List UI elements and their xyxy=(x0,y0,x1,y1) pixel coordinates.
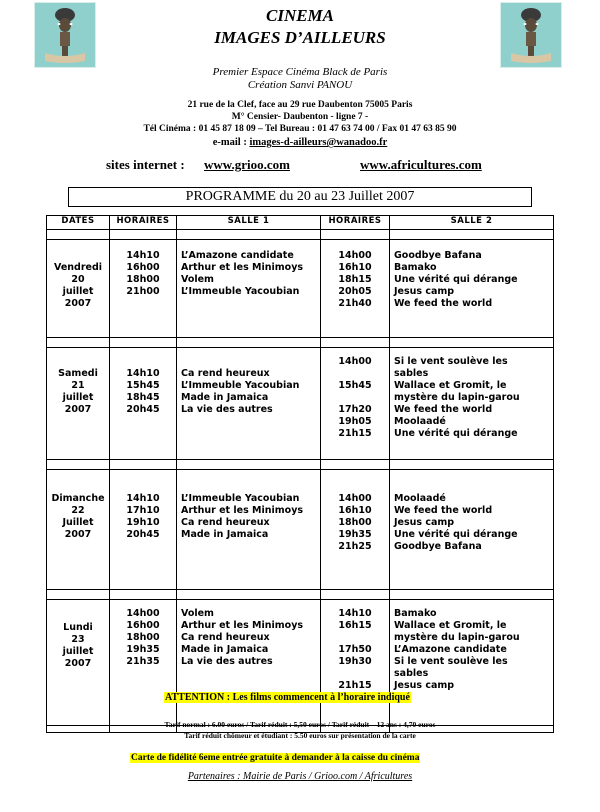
address-line: 21 rue de la Clef, face au 29 rue Daubenton 75005 Paris xyxy=(187,100,413,110)
header-dates: DATES xyxy=(47,216,110,230)
spacer-cell xyxy=(110,338,177,348)
salle-1-cell xyxy=(177,240,321,338)
showtime: 14h10 xyxy=(126,250,160,261)
showtime: 21h15 xyxy=(338,428,372,439)
spacer-cell xyxy=(110,460,177,470)
showtime: 18h45 xyxy=(126,392,160,403)
tarif-line-1: Tarif normal : 6.00 euros / Tarif réduit : 5,50 euros / Tarif réduit – 12 ans : 4,70 euros xyxy=(164,720,436,729)
cinema-title: CINEMA xyxy=(265,6,335,25)
spacer-cell xyxy=(47,590,110,600)
film-title: L’Amazone candidate xyxy=(394,644,507,655)
showtime: 14h10 xyxy=(338,608,372,619)
film-title: Goodbye Bafana xyxy=(394,541,482,552)
horaires-2-cell xyxy=(321,470,390,590)
programme-table xyxy=(46,215,554,733)
showtime: 19h30 xyxy=(338,656,372,667)
spacer-cell xyxy=(390,460,554,470)
horaires-2-cell xyxy=(321,348,390,460)
spacer-cell xyxy=(110,590,177,600)
film-title: We feed the world xyxy=(394,298,493,309)
film-title: L’Immeuble Yacoubian xyxy=(181,380,300,391)
tarif-line-2: Tarif réduit chômeur et étudiant : 5.50 euros sur présentation de la carte xyxy=(184,731,416,740)
showtime: 18h00 xyxy=(126,274,160,285)
showtime: 16h10 xyxy=(338,505,372,516)
spacer-cell xyxy=(390,230,554,240)
showtime: 15h45 xyxy=(126,380,160,391)
showtime: 14h00 xyxy=(126,608,160,619)
spacer-cell xyxy=(177,338,321,348)
email-link[interactable]: images-d-ailleurs@wanadoo.fr xyxy=(249,137,388,148)
cinema-name: IMAGES D’AILLEURS xyxy=(214,28,386,47)
attention-notice: ATTENTION : Les films commencent à l’horaire indiqué xyxy=(165,692,410,703)
film-title: Wallace et Gromit, le xyxy=(394,620,507,631)
salle-1-cell xyxy=(177,348,321,460)
showtime: 20h05 xyxy=(338,286,372,297)
metro-line: M° Censier- Daubenton - ligne 7 - xyxy=(231,112,369,122)
film-title: Ca rend heureux xyxy=(181,632,270,643)
showtime: 16h00 xyxy=(126,620,160,631)
showtime: 21h25 xyxy=(338,541,372,552)
film-title: Arthur et les Minimoys xyxy=(181,262,304,273)
film-title: Arthur et les Minimoys xyxy=(181,505,304,516)
date-text: 2007 xyxy=(64,404,92,415)
showtime: 14h10 xyxy=(126,493,160,504)
film-title: Arthur et les Minimoys xyxy=(181,620,304,631)
table-header-row xyxy=(47,216,554,230)
date-text: 20 xyxy=(71,274,85,285)
phone-line: Tél Cinéma : 01 45 87 18 09 – Tel Bureau : 01 47 63 74 00 / Fax 01 47 63 85 90 xyxy=(143,124,457,134)
header-horaires-2: HORAIRES xyxy=(321,216,390,230)
date-text: Juillet xyxy=(62,517,94,528)
spacer-cell xyxy=(177,460,321,470)
showtime: 14h10 xyxy=(126,368,160,379)
email-line xyxy=(0,137,600,148)
spacer-row xyxy=(47,590,554,600)
film-title: Made in Jamaica xyxy=(181,644,269,655)
showtime: 20h45 xyxy=(126,404,160,415)
film-title: Une vérité qui dérange xyxy=(394,274,518,285)
horaires-1-cell xyxy=(110,600,177,726)
showtime: 19h10 xyxy=(126,517,160,528)
film-title: L’Immeuble Yacoubian xyxy=(181,493,300,504)
showtime xyxy=(321,392,389,404)
table-row xyxy=(47,240,554,338)
date-text: 2007 xyxy=(64,298,92,309)
showtime: 17h50 xyxy=(338,644,372,655)
site-link-africultures[interactable]: www.africultures.com xyxy=(360,157,482,172)
horaires-2-cell xyxy=(321,240,390,338)
horaires-2-cell xyxy=(321,600,390,726)
film-title: Jesus camp xyxy=(394,680,455,691)
date-text: Vendredi xyxy=(53,262,103,273)
horaires-1-cell xyxy=(110,348,177,460)
header-salle-1: SALLE 1 xyxy=(177,216,321,230)
film-title: Made in Jamaica xyxy=(181,529,269,540)
table-row xyxy=(47,348,554,460)
spacer-cell xyxy=(47,338,110,348)
showtime: 14h00 xyxy=(338,250,372,261)
date-text: Dimanche xyxy=(51,493,105,504)
horaires-1-cell xyxy=(110,470,177,590)
showtime: 19h35 xyxy=(338,529,372,540)
spacer-cell xyxy=(321,338,390,348)
date-text: juillet xyxy=(62,286,94,297)
film-title: Ca rend heureux xyxy=(181,368,270,379)
date-cell xyxy=(47,240,110,338)
film-title: Made in Jamaica xyxy=(181,392,269,403)
date-text: 2007 xyxy=(64,529,92,540)
date-cell xyxy=(47,600,110,726)
spacer-cell xyxy=(177,590,321,600)
film-title: Si le vent soulève les xyxy=(394,356,508,367)
film-title: Une vérité qui dérange xyxy=(394,529,518,540)
table-row xyxy=(47,470,554,590)
showtime: 16h00 xyxy=(126,262,160,273)
showtime: 17h20 xyxy=(338,404,372,415)
showtime: 15h45 xyxy=(338,380,372,391)
spacer-cell xyxy=(47,230,110,240)
spacer-row xyxy=(47,338,554,348)
showtime: 14h00 xyxy=(338,356,372,367)
showtime: 21h40 xyxy=(338,298,372,309)
film-title: Moolaadé xyxy=(394,493,446,504)
table-row xyxy=(47,600,554,726)
showtime: 19h35 xyxy=(126,644,160,655)
film-title: Volem xyxy=(181,608,214,619)
film-title: mystère du lapin-garou xyxy=(394,632,520,643)
film-title: Volem xyxy=(181,274,214,285)
salle-2-cell xyxy=(390,348,554,460)
showtime: 21h15 xyxy=(338,680,372,691)
spacer-row xyxy=(47,460,554,470)
partners-line[interactable]: Partenaires : Mairie de Paris / Grioo.com / Africultures xyxy=(187,771,413,782)
date-text: 22 xyxy=(71,505,85,516)
showtime xyxy=(321,668,389,680)
date-text: 21 xyxy=(71,380,85,391)
film-title: L’Immeuble Yacoubian xyxy=(181,286,300,297)
film-title: Bamako xyxy=(394,262,437,273)
film-title: Moolaadé xyxy=(394,416,446,427)
salle-2-cell xyxy=(390,600,554,726)
film-title: Une vérité qui dérange xyxy=(394,428,518,439)
spacer-cell xyxy=(390,338,554,348)
film-title: Ca rend heureux xyxy=(181,517,270,528)
date-text: Samedi xyxy=(58,368,98,379)
salle-2-cell xyxy=(390,240,554,338)
film-title: La vie des autres xyxy=(181,656,273,667)
film-title: We feed the world xyxy=(394,505,493,516)
date-cell xyxy=(47,348,110,460)
date-text: 2007 xyxy=(64,658,92,669)
film-title: Goodbye Bafana xyxy=(394,250,482,261)
salle-2-cell xyxy=(390,470,554,590)
showtime: 16h10 xyxy=(338,262,372,273)
date-text: juillet xyxy=(62,646,94,657)
showtime: 21h35 xyxy=(126,656,160,667)
spacer-cell xyxy=(177,230,321,240)
film-title: Jesus camp xyxy=(394,286,455,297)
film-title: Bamako xyxy=(394,608,437,619)
showtime: 18h00 xyxy=(338,517,372,528)
spacer-row xyxy=(47,230,554,240)
showtime: 16h15 xyxy=(338,620,372,631)
film-title: sables xyxy=(394,368,429,379)
showtime: 18h15 xyxy=(338,274,372,285)
subtitle-line-2: Création Sanvi PANOU xyxy=(247,79,353,91)
email-label: e-mail : xyxy=(212,137,250,148)
film-title: Wallace et Gromit, le xyxy=(394,380,507,391)
showtime: 20h45 xyxy=(126,529,160,540)
spacer-cell xyxy=(321,460,390,470)
subtitle-line-1: Premier Espace Cinéma Black de Paris xyxy=(212,66,388,78)
showtime: 18h00 xyxy=(126,632,160,643)
showtime xyxy=(321,632,389,644)
header-salle-2: SALLE 2 xyxy=(390,216,554,230)
film-title: mystère du lapin-garou xyxy=(394,392,520,403)
spacer-cell xyxy=(390,590,554,600)
showtime: 19h05 xyxy=(338,416,372,427)
date-cell xyxy=(47,470,110,590)
site-link-grioo[interactable]: www.grioo.com xyxy=(204,157,290,172)
film-title: L’Amazone candidate xyxy=(181,250,294,261)
salle-1-cell xyxy=(177,470,321,590)
showtime: 21h00 xyxy=(126,286,160,297)
film-title: Si le vent soulève les xyxy=(394,656,508,667)
sites-label: sites internet : xyxy=(106,157,185,172)
film-title: Jesus camp xyxy=(394,517,455,528)
horaires-1-cell xyxy=(110,240,177,338)
loyalty-card-notice: Carte de fidélité 6eme entrée gratuite à demander à la caisse du cinéma xyxy=(131,753,420,763)
spacer-cell xyxy=(47,460,110,470)
spacer-cell xyxy=(110,230,177,240)
date-text: Lundi xyxy=(63,622,93,633)
film-title: La vie des autres xyxy=(181,404,273,415)
date-text: juillet xyxy=(62,392,94,403)
film-title: sables xyxy=(394,668,429,679)
salle-1-cell xyxy=(177,600,321,726)
showtime: 17h10 xyxy=(126,505,160,516)
film-title: We feed the world xyxy=(394,404,493,415)
header-horaires-1: HORAIRES xyxy=(110,216,177,230)
spacer-cell xyxy=(321,590,390,600)
showtime: 14h00 xyxy=(338,493,372,504)
showtime xyxy=(321,368,389,380)
programme-title: PROGRAMME du 20 au 23 Juillet 2007 xyxy=(68,187,532,207)
date-text: 23 xyxy=(71,634,85,645)
spacer-cell xyxy=(321,230,390,240)
